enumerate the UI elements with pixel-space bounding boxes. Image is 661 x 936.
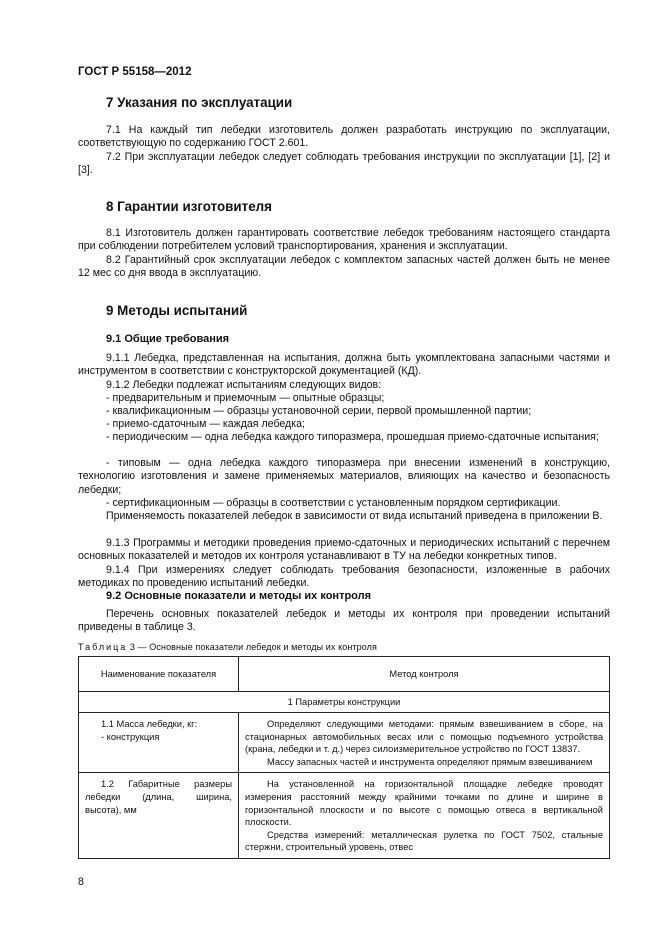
column-header-name: Наименование показателя: [79, 657, 239, 692]
row2-method-text-2: Средства измерений: металлическая рулетка по ГОСТ 7502, стальные стержни, строительный уровень, отвес: [245, 829, 603, 853]
page-number: 8: [78, 876, 84, 888]
subsection-9-1-title: 9.1 Общие требования: [106, 333, 230, 345]
paragraph-7-1: 7.1 На каждый тип лебедки изготовитель должен разработать инструкцию по эксплуатации, соответствующую по содержанию ГОСТ 2.601.: [78, 124, 610, 150]
section-heading: 1 Параметры конструкции: [79, 692, 610, 713]
row2-method-text: На установленной на горизонтальной площадке лебедке проводят измерения расстояний между крайними точками по длине и ширине в горизонтальной плоскости и по высоте с помощью отвеса в вертикальной плоскости.: [245, 779, 603, 828]
document-header: ГОСТ Р 55158—2012: [78, 66, 192, 78]
paragraph-7-2: 7.2 При эксплуатации лебедок следует соблюдать требования инструкции по эксплуатации [1], [2] и [3].: [78, 151, 610, 177]
table-section-row: [79, 692, 610, 713]
row1-method-text: Определяют следующими методами: прямым взвешиванием в сборе, на стационарных автомобильных весах или с помощью подъемного устройства (крана, лебедки и т. д.) через силоизмерительное устройство по ГОСТ 13837.: [245, 719, 603, 755]
parameters-table: [78, 656, 610, 859]
paragraph-9-2: Перечень основных показателей лебедок и методы их контроля при проведении испытаний приведены в таблице 3.: [78, 608, 610, 634]
list-item: - предварительным и приемочным — опытные образцы;: [106, 392, 385, 404]
table-row: [79, 713, 610, 773]
section-9-title: 9 Методы испытаний: [106, 303, 248, 318]
paragraph-8-2: 8.2 Гарантийный срок эксплуатации лебедок с комплектом запасных частей должен быть не менее 12 мес со дня ввода в эксплуатацию.: [78, 254, 610, 280]
row1-subname: - конструкция: [101, 731, 160, 742]
table-header-row: [79, 657, 610, 692]
section-8-title: 8 Гарантии изготовителя: [106, 199, 272, 214]
table-caption-label: Таблица: [78, 642, 128, 652]
section-7-title: 7 Указания по эксплуатации: [106, 95, 293, 110]
list-item: - приемо-сдаточным — каждая лебедка;: [106, 418, 305, 430]
list-item-type: - типовым — одна лебедка каждого типоразмера при внесении изменений в конструкцию, технологию изготовления и замене применяемых материалов, влияющих на качество и безопасность лебедки;: [78, 457, 610, 496]
subsection-9-2-title: 9.2 Основные показатели и методы их контроля: [106, 590, 372, 602]
list-item: - квалификационным — образцы установочной серии, первой промышленной партии;: [106, 405, 532, 417]
list-item-periodic: - периодическим — одна лебедка каждого типоразмера, прошедшая приемо-сдаточные испытания;: [106, 431, 599, 443]
row1-name: 1.1 Масса лебедки, кг:: [101, 719, 198, 729]
list-item-cert: - сертификационным — образцы в соответствии с установленным порядком сертификации.: [106, 497, 561, 509]
table-caption: [78, 641, 377, 654]
row1-method-text-2: Массу запасных частей и инструмента определяют прямым взвешиванием: [267, 756, 593, 767]
paragraph-9-1-4: 9.1.4 При измерениях следует соблюдать требования безопасности, изложенные в рабочих методиках по проведению испытаний лебедки.: [78, 564, 610, 590]
paragraph-9-1-2: 9.1.2 Лебедки подлежат испытаниям следующих видов:: [106, 379, 382, 391]
row2-name: 1.2 Габаритные размеры лебедки (длина, ширина, высота), мм: [85, 779, 232, 815]
table-caption-text: 3 — Основные показатели лебедок и методы их контроля: [127, 642, 377, 652]
paragraph-applicability: Применяемость показателей лебедок в зависимости от вида испытаний приведена в приложении В.: [106, 510, 603, 522]
paragraph-9-1-1: 9.1.1 Лебедка, представленная на испытания, должна быть укомплектована запасными частями и инструментом в соответствии с конструкторской документацией (КД).: [78, 352, 610, 378]
paragraph-8-1: 8.1 Изготовитель должен гарантировать соответствие лебедок требованиям настоящего стандарта при соблюдении потребителем условий транспортирования, хранения и эксплуатации.: [78, 227, 610, 253]
paragraph-9-1-3: 9.1.3 Программы и методики проведения приемо-сдаточных и периодических испытаний с перечнем основных показателей и методов их контроля устанавливают в ТУ на лебедки конкретных типов.: [78, 537, 610, 563]
table-row: [79, 773, 610, 859]
column-header-method: Метод контроля: [239, 657, 610, 692]
